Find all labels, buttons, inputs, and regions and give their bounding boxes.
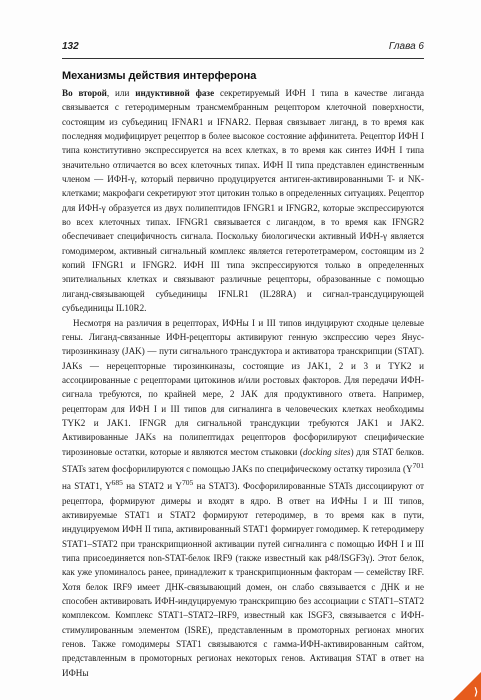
section-heading: Механизмы действия интерферона [62, 70, 257, 82]
italic-term: docking sites [302, 446, 351, 457]
lead-term-a: Во второй [62, 88, 107, 98]
page-header [62, 41, 424, 57]
header-rule [62, 58, 424, 59]
corner-glyph: ⟩ [474, 687, 478, 698]
body-text [62, 86, 424, 680]
paragraph-2: Несмотря на различия в рецепторах, ИФНы I и III типов индуцируют сходные целевые гены. Лиганд-связанные ИФН-рецепторы активируют генную экспрессию через Янус-тирозинкиназу (JAK) — пути сигнального трансдуктора и активатора транскрипции (STAT). JAKs — нерецепторные тирозинкиназы, состоящие из JAK1, 2 и 3 и TYK2 и ассоциированные с рецепторами цитокинов и/или ростовых факторов. Для передачи ИФН-сигнала требуются, по крайней мере, 2 JAK для продуктивного ответа. Например, рецепторам для ИФН I и III типов для сигналинга в человеческих клетках необходимы TYK2 и JAK1. IFNGR для сигнальной трансдукции требуются JAK1 и JAK2. Активированные JAKs на полипептидах рецепторов фосфорилируют специфические тирозиновые остатки, которые и являются местом стыковки (docking sites) для STAT белков. STATs затем фосфорилируются с помощью JAKs по специфическому остатку тирозила ($Y^{701}$ на STAT1, $Y^{685}$ на STAT2 и $Y^{705}$ на STAT3). Фосфорилированные STATs диссоциируют от рецептора, формируют димеры и входят в ядро. В ответ на ИФНы I и III типов, активируемые STAT1 и STAT2 формируют гетеродимер, в то время как в пути, индуцируемом ИФН II типа, активированный STAT1 формирует гомодимер. К гетеродимеру STAT1–STAT2 при транскрипционной активации путей сигналинга с помощью ИФН I и III типа присоединяется non-STAT-белок IRF9 (также известный как p48/ISGF3γ). Этот белок, как уже упоминалось ранее, принадлежит к транскрипционным факторам — семейству IRF. Хотя белок IRF9 имеет ДНК-связывающий домен, он слабо связывается с ДНК и не способен активировать ИФН-индуцируемую транскрипцию без ассоциации с STAT1–STAT2 комплексом. Комплекс STAT1–STAT2–IRF9, известный как ISGF3, связывается с ИФН-стимулированным элементом (ISRE), представленным в промоторных регионах многих генов. Также гомодимеры STAT1 связываются с гамма-ИФН-активированным сайтом, представленным в промоторных регионах некоторых генов. Активация STAT в ответ на ИФНы [62, 317, 424, 678]
lead-term-b: индуктивной фазе [135, 88, 215, 98]
page-number: 132 [62, 41, 79, 52]
paragraph-1: Во второй, или индуктивной фазе секретируемый ИФН I типа в качестве лиганда связывается с гетеродимерным трансмембранным рецептором клеточной поверхности, состоящим из субъединиц IFNAR1 и IFNAR2. Первая связывает лиганд, в то время как последняя модифицирует рецептор в более высокое состояние аффинитета. Рецептор ИФН I типа конститутивно экспрессируется на всех клетках, в то время как синтез ИФН I типа значительно отличается во всех клеточных типах. ИФН II типа представлен единственным членом — ИФН-γ, который первично продуцируется антиген-активированными T- и NK-клетками; макрофаги секретируют этот цитокин только в определенных ситуациях. Рецептор для ИФН-γ образуется из двух полипептидов IFNGR1 и IFNGR2, которые экспрессируются во всех клеточных типах. IFNGR1 связывается с лигандом, в то время как IFNGR2 обеспечивает специфичность сигнала. Поскольку биологически активный ИФН-γ является гомодимером, активный сигнальный комплекс является гетеротетрамером, состоящим из 2 копий IFNGR1 и IFNGR2. ИФН III типа экспрессируются только в определенных эпителиальных клетках и связывают различные рецепторы, образованные с помощью лиганд-связывающей субъединицы IFNLR1 (IL28RA) и сигнал-трансдуцирующей субъединицы IL10R2. [62, 88, 425, 314]
chapter-title: Глава 6 [388, 41, 424, 52]
